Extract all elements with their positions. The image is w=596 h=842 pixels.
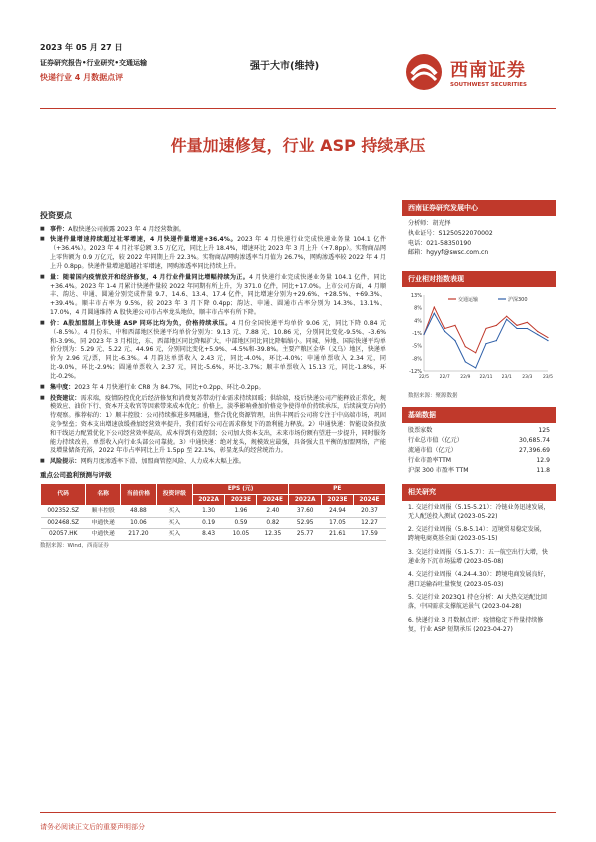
data-point (454, 325, 455, 326)
research-center-bar: 西南证券研究发展中心 (402, 200, 556, 216)
data-point (465, 346, 466, 347)
data-point (537, 331, 538, 332)
data-point (485, 343, 486, 344)
table-row (41, 529, 386, 540)
footer-divider (40, 812, 556, 813)
y-tick-label: -5% (412, 343, 422, 350)
related-bar: 相关研究 (402, 484, 556, 500)
series-line (424, 314, 548, 369)
related-item[interactable]: 1. 交运行业周报（5.15-5.21）：冷链业务迅速发展，无人配送投入测试 (2023-05-22) (408, 503, 550, 520)
key-point-head: 快递件量增速持续超过社零增速，4 月快递件量增速+36.4%。 (50, 236, 238, 244)
key-point-text: 4 月份全国快递平均单价 9.06 元，同比下降 0.84 元（-8.5%）。4 月份东、中和西部地区快递平均单价分别为：9.13 元、7.88 元、10.86 元，分别同比变化-9.5%、-3.6%和-3.9%，同 2023 年 3 月相比，东、西部地区同比降幅扩大，中部地区同比同比降幅缩小。同城、异地、国际快递平均单价分别为：5.29 元、5.22 元、44.96 元，分别同比变化+5.9%、-4.5%和-39.8%。主要产粮区金华（义乌）地区，快递单价为 2.96 元/票，同比-6.3%。4 月韵达单票收入 2.43 元，同比-4.0%，环比-4.0%；申通单票收入 2.34 元，同比-9.0%，环比-2.9%；圆通单票收入 2.37 元，同比-5.6%，环比-3.7%；顺丰单票收入 15.13 元，同比-1.8%，环比-0.2%。 (50, 319, 387, 380)
report-date: 2023 年 05 月 27 日 (40, 43, 123, 52)
cell-value: 10.05 (225, 529, 257, 540)
cell-price: 48.88 (121, 506, 157, 517)
related-item[interactable]: 4. 交运行业周报（4.24-4.30）：跨境电商发展良好，港口运输吞吐量恢复 (2023-05-03) (408, 571, 550, 588)
basic-value: 12.9 (536, 457, 550, 465)
data-point (527, 328, 528, 329)
cell-rating: 买入 (156, 517, 192, 528)
th-pe: PE (289, 483, 386, 494)
data-point (423, 334, 424, 335)
basic-label: 流通市值（亿元） (408, 447, 457, 455)
cell-value: 20.37 (353, 506, 385, 517)
related-item[interactable]: 3. 交运行业周报（5.1-5.7）：五一航空出行大增，快递业务下沉市场猛增 (2023-05-08) (408, 548, 548, 566)
analyst-line: 邮箱：hgyyf@swsc.com.cn (408, 249, 489, 257)
y-tick-label: 8% (414, 305, 422, 312)
key-point (40, 458, 386, 467)
y-tick-label: -8% (412, 356, 422, 363)
basic-label: 沪深 300 市盈率 TTM (408, 467, 469, 475)
data-point (496, 340, 497, 341)
key-point-text: 网购月度渗透率下滑、加盟商管控风险、人力成本大幅上涨。 (80, 458, 245, 466)
key-point (40, 395, 386, 457)
x-tick-label: 23/3 (522, 375, 533, 381)
x-tick-label: 22/7 (439, 375, 450, 381)
th-year: 2023E (225, 494, 257, 505)
key-point (40, 384, 386, 393)
logo-text-en: SOUTHWEST SECURITIES (450, 82, 527, 88)
th-eps: EPS (元) (192, 483, 289, 494)
cell-code: 02057.HK (41, 529, 86, 540)
cell-value: 52.95 (289, 517, 322, 528)
x-tick-label: 23/5 (542, 375, 554, 381)
key-point-head: 风险提示： (50, 458, 81, 466)
key-point-head: 量：随着国内疫情放开和经济修复，4 月行业件量同比增幅持续为正。 (50, 273, 250, 281)
cell-value: 0.82 (257, 517, 289, 528)
data-point (485, 328, 486, 329)
cell-value: 17.05 (322, 517, 354, 528)
company-logo (404, 52, 564, 96)
cell-value: 37.60 (289, 506, 322, 517)
basic-row (402, 446, 556, 456)
analyst-line: 电话：021-58350190 (408, 239, 472, 247)
cell-value: 8.43 (192, 529, 225, 540)
header-divider (40, 108, 556, 109)
legend-label: 沪深300 (508, 297, 528, 304)
cell-rating: 买入 (156, 529, 192, 540)
th-year: 2022A (289, 494, 322, 505)
basic-row (402, 436, 556, 446)
basic-label: 行业市盈率TTM (408, 457, 452, 465)
table-row (41, 517, 386, 528)
cell-name: 中通快递 (86, 529, 121, 540)
basic-label: 行业总市值（亿元） (408, 437, 463, 445)
related-item[interactable]: 6. 快递行业 3 月数据点评：疫情稳定下件量持续修复，行业 ASP 短期承压 (2023-04-27) (408, 616, 544, 633)
key-points (40, 226, 386, 468)
data-point (537, 334, 538, 335)
index-title-bar: 行业相对指数表现 (402, 271, 556, 287)
cell-value: 24.94 (322, 506, 354, 517)
data-point (496, 325, 497, 326)
cell-code: 002468.SZ (41, 517, 86, 528)
cell-value: 1.30 (192, 506, 225, 517)
x-tick-label: 22/5 (418, 375, 430, 381)
data-point (506, 316, 507, 317)
sidebar (402, 200, 556, 636)
cell-name: 申通快递 (86, 517, 121, 528)
key-point-head: 事件： (50, 225, 69, 233)
data-point (516, 325, 517, 326)
x-tick-label: 23/1 (501, 375, 512, 381)
forecast-title: 重点公司盈利预测与评级 (40, 471, 112, 480)
basic-data-bar: 基础数据 (402, 407, 556, 423)
key-point-text: 2023 年 4 月快递行业完成快递业务量 104.1 亿件（+36.4%）。2023 年 4 月社零总额 3.5 万亿元，同比上升 18.4%，增速环比 2023 年 3 月上升（+7.8pp）。实物商品网上零售额为 0.9 万亿元，较 2022 年同期上升 22.3%。实物商品网购渗透率当月值为 26.7%，网购渗透率较 2022 年 4 月上升 0.8pp。快递件量增速超越社零增速，网购渗透率同比持续上升。 (50, 236, 387, 270)
th-year: 2023E (322, 494, 354, 505)
data-point (547, 340, 548, 341)
forecast-body (41, 506, 386, 540)
rating: 强于大市(维持) (250, 61, 320, 72)
basic-value: 125 (538, 427, 550, 435)
data-point (444, 328, 445, 329)
basic-row (402, 456, 556, 466)
cell-price: 10.06 (121, 517, 157, 528)
related-item[interactable]: 2. 交运行业周报（5.8-5.14）：迈境贸易稳定发展，跨境电商奠基全面 (2023-05-15) (408, 526, 546, 543)
analyst-line: 分析师：胡光怿 (408, 220, 451, 228)
key-point-text: 4 月快递行业完成快递业务量 104.1 亿件，同比+36.4%。2023 年 1-4 月累计快递件量较 2022 年同期有所上升，为 371.0 亿件，同比+17.0%。上市公司方面，4 月顺丰、韵达、申通、圆通分别完成件量 9.7、14.6、13.4、17.4 亿件，同比增速分别为+29.6%、+28.5%、+69.3%、+39.4%。顺丰市占率为 9.5%，较 2023 年 3 月下降 0.4pp；韵达、申通、圆通市占率分别为 14.3%、13.1%、17.0%，4 月圆通维持 A 股快递公司市占率龙头地位，顺丰市占率有所下降。 (50, 273, 386, 317)
analyst-info (402, 216, 556, 261)
key-point-head: 投资建议： (50, 394, 81, 402)
th-price: 当前价格 (121, 483, 157, 506)
cell-value: 21.61 (322, 529, 354, 540)
report-title: 件量加速修复，行业 ASP 持续承压 (170, 136, 426, 155)
legend-label: 交通运输 (458, 297, 479, 304)
chart-source: 数据来源：聚源数据 (408, 393, 458, 400)
th-year: 2024E (353, 494, 385, 505)
th-rating: 投资评级 (156, 483, 192, 506)
data-point (475, 368, 476, 369)
key-point-text: 需求端，疫情防控优化后经济修复和消费复苏带动行业需求持续回暖；供给端，疫后快递公司产能释放正常化，规模效应、油价下行、资本开支收官等因素带来成本优化；价格上，淡季影响叠加价格竞争使得单价持续承压，后续演变方向仍待观察。推荐标的：1）顺丰控股：公司持续推进多网融通，整合优化资源管理，出售丰网后公司将专注于中高端市场，巩固竞争壁垒；资本支出增速放缓叠加经营效率提升，我们看好公司在需求修复下的盈利能力释放。2）申通快递：智能设备投放和干线运力配置优化下公司经营效率提高，成本得到有效控制；公司加大资本支出，未来市场份额有望进一步提升，同时服务能力持续改善，单票收入向行业头部公司靠拢。3）中通快递：绝对龙头，规模效应最强，具备强大且平衡的加盟网络，产能及增量储备充裕，2022 年市占率同比上升 1.5pp 至 22.1%，彰显龙头的经营统治力。 (50, 394, 386, 455)
key-point (40, 274, 386, 318)
basic-row (402, 426, 556, 436)
report-type: 证券研究报告•行业研究•交通运输 (40, 59, 147, 67)
y-tick-label: -12% (409, 369, 422, 376)
table-row (41, 506, 386, 517)
data-point (434, 307, 435, 308)
related-list (402, 501, 556, 637)
forecast-source: 数据来源：Wind，西南证券 (40, 542, 109, 549)
data-point (475, 352, 476, 353)
basic-value: 11.8 (536, 467, 550, 475)
cell-value: 1.96 (225, 506, 257, 517)
data-point (527, 322, 528, 323)
basic-value: 30,685.74 (518, 437, 550, 445)
key-point-head: 集中度： (50, 383, 75, 391)
y-tick-label: -1% (412, 331, 422, 338)
key-point (40, 320, 386, 382)
cell-value: 12.27 (353, 517, 385, 528)
key-point (40, 236, 386, 271)
data-point (465, 362, 466, 363)
key-point-text: A股快递公司披露 2023 年 4 月经营数据。 (68, 225, 185, 233)
th-year: 2024E (257, 494, 289, 505)
logo-text-cn: 西南证券 (450, 60, 526, 81)
related-item[interactable]: 5. 交运行业 2023Q1 持仓分析：AI 大热交运配比回落，中国需求支撑航运景气 (2023-04-28) (408, 593, 548, 611)
basic-data-list (402, 423, 556, 476)
cell-value: 2.40 (257, 506, 289, 517)
y-tick-label: 13% (410, 293, 422, 300)
section-title: 投资要点 (40, 211, 72, 220)
data-point (444, 331, 445, 332)
data-point (516, 328, 517, 329)
x-tick-label: 22/9 (460, 375, 471, 381)
key-point-text: 2023 年 4 月快递行业 CR8 为 84.7%，同比+0.2pp、环比-0.2pp。 (74, 383, 265, 391)
y-tick-label: 4% (414, 318, 422, 325)
th-name: 名称 (86, 483, 121, 506)
basic-label: 股票家数 (408, 427, 433, 435)
cell-value: 0.19 (192, 517, 225, 528)
data-point (454, 340, 455, 341)
cell-value: 12.35 (257, 529, 289, 540)
logo-mark-icon (404, 52, 444, 92)
report-subtitle: 快递行业 4 月数据点评 (40, 73, 124, 82)
x-tick-label: 22/11 (479, 375, 493, 381)
forecast-table (40, 483, 386, 541)
cell-code: 002352.SZ (41, 506, 86, 517)
cell-name: 顺丰控股 (86, 506, 121, 517)
cell-value: 25.77 (289, 529, 322, 540)
basic-row (402, 466, 556, 476)
cell-rating: 买入 (156, 506, 192, 517)
footer-note: 请务必阅读正文后的重要声明部分 (40, 823, 145, 831)
th-year: 2022A (192, 494, 225, 505)
analyst-line: 执业证号：S1250522070002 (408, 229, 493, 237)
cell-value: 17.59 (353, 529, 385, 540)
key-point-head: 价：A股加盟制上市快递 ASP 同环比均为负，价格持续承压。 (50, 319, 232, 327)
th-code: 代码 (41, 483, 86, 506)
data-point (434, 313, 435, 314)
key-point (40, 226, 386, 235)
data-point (547, 337, 548, 338)
cell-price: 217.20 (121, 529, 157, 540)
main-content (40, 210, 386, 550)
index-chart (402, 287, 556, 387)
data-point (506, 319, 507, 320)
cell-value: 0.59 (225, 517, 257, 528)
basic-value: 27,396.69 (518, 447, 550, 455)
